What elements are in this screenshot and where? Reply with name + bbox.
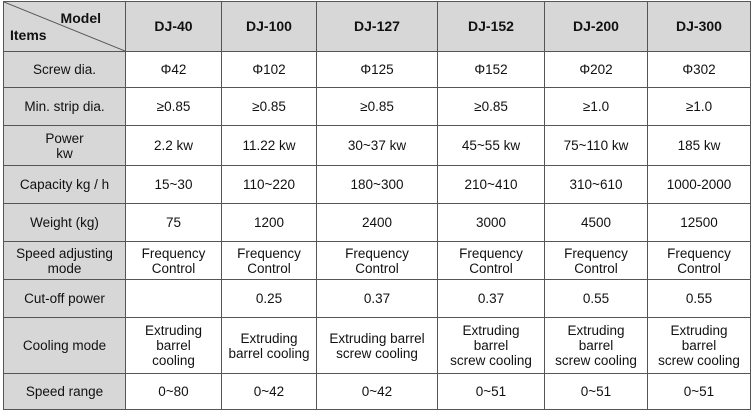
cell-value: Extruding barrel screw cooling [555,323,637,368]
spec-table [3,1,751,410]
cell-value: 310~610 [569,177,623,192]
table-cell [126,374,222,410]
row-label [4,374,126,410]
table-cell [222,52,317,88]
row-label [4,166,126,204]
cell-value: ≥0.85 [360,99,394,114]
table-cell [317,88,438,126]
table-cell [222,374,317,410]
cell-value: 2400 [361,215,393,230]
row-label [4,318,126,374]
table-cell [545,88,648,126]
table-row-min-strip-dia [4,88,751,126]
cell-value: 15~30 [154,177,193,192]
model-dj-300: DJ-300 [648,2,751,52]
row-label-text: Speed adjusting mode [16,245,113,276]
table-cell [317,318,438,374]
model-dj-127: DJ-127 [317,2,438,52]
table-cell [317,374,438,410]
cell-value: 210~410 [464,177,518,192]
row-label-text: Speed range [25,384,104,399]
table-cell [438,242,545,280]
cell-value: Frequency Control [141,245,206,276]
cell-value: 0~51 [475,384,507,399]
row-label-text: Min. strip dia. [24,99,105,114]
table-cell [126,204,222,242]
cell-value: 45~55 kw [461,138,521,153]
cell-value: Φ202 [579,62,613,77]
table-cell [545,204,648,242]
table-cell [648,126,751,166]
table-cell [317,280,438,318]
cell-value: 3000 [475,215,507,230]
cell-value: 11.22 kw [242,138,296,153]
cell-value: ≥0.85 [252,99,286,114]
table-cell [438,374,545,410]
cell-value: 180~300 [350,177,404,192]
table-cell [438,280,545,318]
table-row-capacity-kg-h [4,166,751,204]
header-row [4,2,751,52]
table-cell [126,242,222,280]
table-cell [317,126,438,166]
table-cell [126,166,222,204]
cell-value: 12500 [680,215,718,230]
cell-value: 75 [165,215,182,230]
table-cell [317,166,438,204]
cell-value: 0.55 [582,291,610,306]
spec-body [4,52,751,410]
table-cell [648,280,751,318]
table-cell [126,88,222,126]
row-label-text: Power kw [45,130,84,161]
cell-value: 1000-2000 [666,177,732,192]
cell-value: Φ42 [160,62,187,77]
row-label [4,242,126,280]
cell-value: 30~37 kw [347,138,407,153]
row-label [4,280,126,318]
cell-value: Frequency Control [345,245,409,276]
table-cell [317,204,438,242]
table-cell [438,204,545,242]
table-cell [126,52,222,88]
table-cell [438,52,545,88]
cell-value: Φ102 [252,62,286,77]
table-cell [222,318,317,374]
table-cell [545,280,648,318]
cell-value: ≥0.85 [156,99,191,114]
table-cell [222,242,317,280]
cell-value: 2.2 kw [153,138,194,153]
table-cell [648,242,751,280]
row-label-text: Cut-off power [24,291,105,306]
table-cell [438,88,545,126]
cell-value: 0.37 [477,291,505,306]
table-cell [545,242,648,280]
table-row-speed-adjusting-mode [4,242,751,280]
items-label: Items [10,27,47,43]
table-cell [222,88,317,126]
cell-value: Extruding barrel screw cooling [329,330,425,361]
table-cell [126,126,222,166]
table-cell [545,52,648,88]
table-cell [545,318,648,374]
table-cell [317,242,438,280]
row-label [4,88,126,126]
row-label [4,126,126,166]
table-row-cut-off-power [4,280,751,318]
table-cell [545,126,648,166]
table-cell [438,166,545,204]
table-cell [648,52,751,88]
cell-value: Φ125 [360,62,394,77]
table-cell [648,374,751,410]
cell-value: ≥1.0 [582,99,610,114]
table-cell [545,166,648,204]
cell-value: ≥1.0 [685,99,713,114]
cell-value: 75~110 kw [563,138,629,153]
table-row-screw-dia [4,52,751,88]
table-row-cooling-mode [4,318,751,374]
table-row-speed-range [4,374,751,410]
cell-value: Extruding barrel screw cooling [658,323,740,368]
cell-value: Extruding barrel screw cooling [450,323,532,368]
table-cell [126,318,222,374]
model-dj-100: DJ-100 [222,2,317,52]
row-label-text: Cooling mode [22,338,107,353]
model-dj-152: DJ-152 [438,2,545,52]
header-corner [4,2,126,52]
cell-value: Extruding barrel cooling [144,323,203,368]
model-dj-200: DJ-200 [545,2,648,52]
table-cell [438,318,545,374]
cell-value: Extruding barrel cooling [228,330,310,361]
table-cell [648,166,751,204]
table-row-weight-kg [4,204,751,242]
cell-value: 1200 [253,215,285,230]
cell-value: Frequency Control [667,245,731,276]
cell-value: Φ152 [474,62,508,77]
cell-value: ≥0.85 [474,99,508,114]
cell-value: Frequency Control [459,245,523,276]
table-cell [222,204,317,242]
cell-value: 0~51 [683,384,715,399]
cell-value: 0.25 [255,291,283,306]
cell-value: 0~51 [580,384,612,399]
cell-value: 4500 [580,215,612,230]
cell-value: 0~80 [158,384,189,399]
cell-value: 0~42 [253,384,285,399]
model-label: Model [60,10,101,26]
cell-value: 0~42 [361,384,393,399]
cell-value: Φ302 [682,62,716,77]
cell-value: 0.55 [685,291,713,306]
row-label-text: Screw dia. [32,62,97,77]
table-cell [222,166,317,204]
cell-value: 0.37 [363,291,391,306]
table-cell [222,280,317,318]
row-label [4,204,126,242]
table-row-power-kw [4,126,751,166]
model-dj-40: DJ-40 [126,2,222,52]
row-label-text: Capacity kg / h [19,177,110,192]
table-cell [648,88,751,126]
cell-value: Frequency Control [237,245,301,276]
table-cell [222,126,317,166]
cell-value: Frequency Control [564,245,628,276]
table-cell [648,204,751,242]
row-label [4,52,126,88]
table-cell [317,52,438,88]
table-cell [438,126,545,166]
table-cell [126,280,222,318]
table-cell [545,374,648,410]
row-label-text: Weight (kg) [30,215,99,230]
cell-value: 185 kw [677,138,721,153]
cell-value: 110~220 [243,177,295,192]
table-cell [648,318,751,374]
